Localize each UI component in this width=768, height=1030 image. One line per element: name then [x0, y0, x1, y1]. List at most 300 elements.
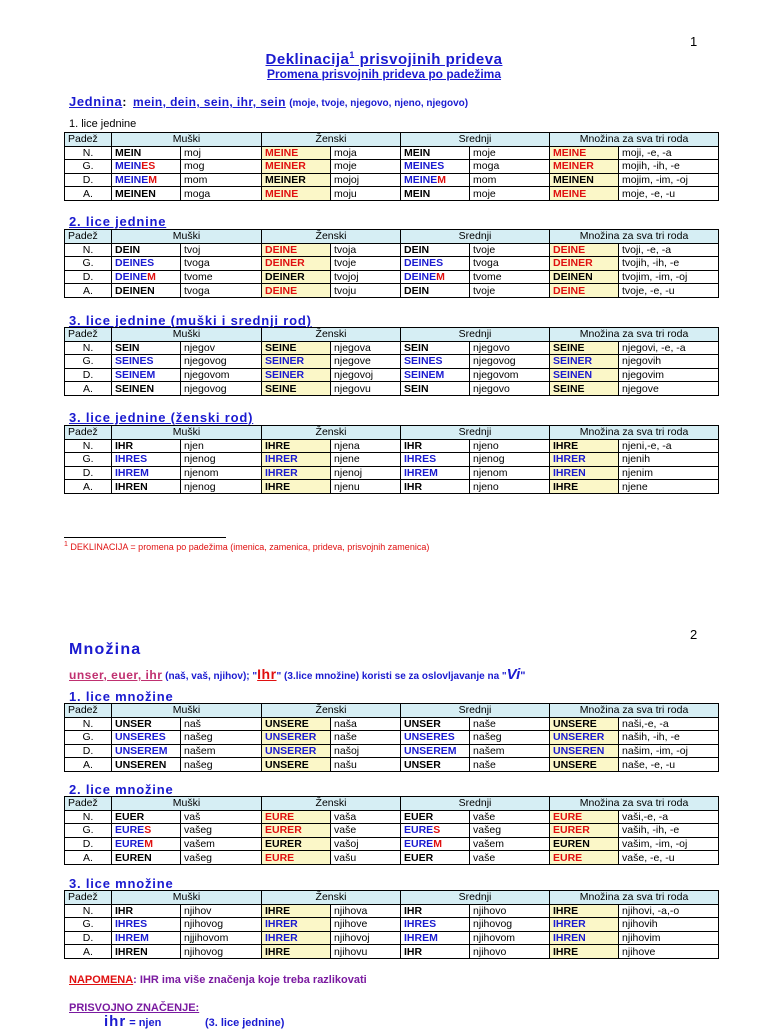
german-form-cell [550, 824, 619, 838]
german-form-segment: M [436, 271, 445, 284]
translation-cell: vašu [331, 851, 401, 865]
german-form-cell [401, 173, 470, 187]
column-header: Srednji [401, 891, 550, 905]
translation-cell: tvome [181, 270, 262, 284]
german-form-segment: IHREN [115, 480, 148, 493]
translation-cell: mog [181, 160, 262, 174]
german-form-cell [262, 824, 331, 838]
translation-cell: vaše [331, 824, 401, 838]
german-form-segment: IHR [115, 904, 134, 917]
table-header-row [65, 704, 719, 718]
translation-cell: njenom [181, 466, 262, 480]
german-form-segment: EURE [115, 824, 145, 837]
translation-cell: njene [619, 480, 719, 494]
german-form-cell [112, 368, 181, 382]
german-form-segment: MEINE [553, 187, 587, 200]
german-form-cell [262, 904, 331, 918]
table-row [65, 243, 719, 257]
column-header: Ženski [262, 891, 401, 905]
german-form-segment: M [144, 838, 153, 851]
case-cell: A. [65, 187, 112, 201]
german-form-cell [401, 480, 470, 494]
translation-cell: moji, -e, -a [619, 146, 719, 160]
translation-cell: moju [331, 187, 401, 201]
translation-cell: njegovom [470, 368, 550, 382]
translation-cell: moje [470, 146, 550, 160]
translation-cell: moje, -e, -u [619, 187, 719, 201]
german-form-cell [262, 837, 331, 851]
german-form-segment: UNSERER [265, 745, 317, 758]
german-form-segment: MEINE [265, 187, 299, 200]
german-form-segment: IHREM [404, 932, 438, 945]
translation-cell: tvome [470, 270, 550, 284]
german-form-cell [112, 284, 181, 298]
german-form-segment: EURE [115, 838, 145, 851]
german-form-cell [550, 466, 619, 480]
german-form-cell [112, 341, 181, 355]
german-form-segment: DEINE [115, 271, 148, 284]
table-row [65, 146, 719, 160]
german-form-cell [401, 918, 470, 932]
translation-cell: njjihovom [181, 931, 262, 945]
translation-cell: njihov [181, 904, 262, 918]
german-form-segment: IHRE [265, 439, 291, 452]
case-cell: D. [65, 744, 112, 758]
german-form-segment: M [437, 174, 447, 187]
translation-cell: našu [331, 758, 401, 772]
german-form-segment: DEINE [553, 284, 586, 297]
german-form-cell [262, 758, 331, 772]
translation-cell: njihove [331, 918, 401, 932]
case-cell: A. [65, 382, 112, 396]
translation-cell: njegovoj [331, 368, 401, 382]
german-form-segment: MEINEN [115, 187, 156, 200]
german-form-cell [262, 284, 331, 298]
translation-cell: naše [331, 731, 401, 745]
translation-cell: njihova [331, 904, 401, 918]
german-form-segment: DEINER [265, 257, 305, 270]
german-form-cell [112, 717, 181, 731]
german-form-cell [401, 243, 470, 257]
german-form-cell [401, 284, 470, 298]
german-form-segment: IHRE [265, 480, 291, 493]
translation-cell: njenim [619, 466, 719, 480]
translation-cell: njen [181, 439, 262, 453]
german-form-segment: SEIN [115, 341, 140, 354]
prisvojno-ihr-line: ihr = njen (3. lice jednine) [104, 1013, 285, 1030]
german-form-cell [262, 270, 331, 284]
german-form-segment: DEIN [115, 243, 141, 256]
column-header-padez: Padež [65, 797, 112, 811]
translation-cell: tvojoj [331, 270, 401, 284]
column-header: Muški [112, 797, 262, 811]
declension-table [64, 796, 719, 865]
german-form-cell [262, 480, 331, 494]
german-form-segment: EURE [404, 824, 434, 837]
table-row [65, 480, 719, 494]
translation-cell: njihove [619, 945, 719, 959]
german-form-segment: EURER [553, 824, 590, 837]
german-form-cell [401, 744, 470, 758]
german-form-segment: IHREM [404, 467, 438, 480]
german-form-segment: EUREN [115, 851, 152, 864]
column-header: Srednji [401, 704, 550, 718]
translation-cell: njegovu [331, 382, 401, 396]
german-form-cell [112, 270, 181, 284]
german-form-segment: IHR [404, 480, 423, 493]
german-form-segment: IHREM [115, 467, 149, 480]
translation-cell: njenog [470, 453, 550, 467]
german-form-segment: MEINE [265, 146, 299, 159]
column-header-padez: Padež [65, 704, 112, 718]
german-form-segment: IHREN [115, 945, 148, 958]
table-row [65, 160, 719, 174]
translation-cell: njihovu [331, 945, 401, 959]
german-form-segment: EURE [265, 810, 295, 823]
column-header-padez: Padež [65, 328, 112, 342]
german-form-cell [112, 851, 181, 865]
table-row [65, 744, 719, 758]
german-form-cell [112, 918, 181, 932]
translation-cell: njene [331, 453, 401, 467]
napomena-note: NAPOMENA: IHR ima više značenja koje treba razlikovati [69, 974, 367, 986]
german-form-cell [112, 824, 181, 838]
german-form-segment: SEINEM [115, 369, 156, 382]
german-form-segment: UNSER [404, 758, 441, 771]
german-form-cell [550, 270, 619, 284]
german-form-segment: UNSEREM [404, 745, 457, 758]
german-form-segment: IHRES [404, 918, 437, 931]
german-form-cell [401, 382, 470, 396]
declension-table [64, 132, 719, 201]
translation-cell: tvoje [470, 284, 550, 298]
translation-cell: vašeg [470, 824, 550, 838]
german-form-segment: M [147, 271, 156, 284]
german-form-cell [262, 851, 331, 865]
table-row [65, 810, 719, 824]
german-form-segment: DEINEN [115, 284, 155, 297]
german-form-cell [262, 931, 331, 945]
german-form-cell [262, 945, 331, 959]
german-form-cell [262, 453, 331, 467]
section-heading-2-lice-mnozine: 2. lice množine [69, 782, 174, 797]
german-form-cell [112, 837, 181, 851]
german-form-cell [550, 758, 619, 772]
translation-cell: vaš [181, 810, 262, 824]
german-form-segment: DEIN [404, 243, 430, 256]
case-cell: D. [65, 368, 112, 382]
column-header: Ženski [262, 797, 401, 811]
german-form-cell [262, 439, 331, 453]
translation-cell: našoj [331, 744, 401, 758]
translation-cell: naše, -e, -u [619, 758, 719, 772]
german-form-cell [262, 173, 331, 187]
table-row [65, 717, 719, 731]
table-row [65, 270, 719, 284]
translation-cell: moj [181, 146, 262, 160]
table-row [65, 824, 719, 838]
german-form-cell [112, 243, 181, 257]
case-cell: G. [65, 918, 112, 932]
german-form-cell [550, 904, 619, 918]
german-form-segment: IHRE [553, 439, 579, 452]
german-form-segment: DEINES [404, 257, 444, 270]
german-form-cell [112, 480, 181, 494]
german-form-segment: UNSEREN [115, 758, 167, 771]
german-form-cell [112, 466, 181, 480]
mnozina-intro: unser, euer, ihr (naš, vaš, njihov); "Ihr" (3.lice množine) koristi se za oslovljavanje na "Vi" [69, 666, 526, 683]
german-form-segment: UNSERE [553, 758, 597, 771]
german-form-cell [262, 368, 331, 382]
table-row [65, 904, 719, 918]
german-form-segment: IHRER [265, 932, 298, 945]
german-form-segment: SEINEN [553, 369, 593, 382]
case-cell: G. [65, 453, 112, 467]
translation-cell: njenoj [331, 466, 401, 480]
translation-cell: tvojim, -im, -oj [619, 270, 719, 284]
translation-cell: njenog [181, 453, 262, 467]
german-form-cell [112, 758, 181, 772]
german-form-segment: SEINE [553, 382, 585, 395]
document-subtitle: Promena prisvojnih prideva po padežima [266, 67, 502, 81]
german-form-segment: IHRE [553, 904, 579, 917]
translation-cell: njenih [619, 453, 719, 467]
german-form-cell [112, 355, 181, 369]
translation-cell: tvoje [331, 257, 401, 271]
german-form-cell [401, 904, 470, 918]
german-form-cell [112, 904, 181, 918]
german-form-cell [112, 453, 181, 467]
translation-cell: vaših, -ih, -e [619, 824, 719, 838]
table-header-row [65, 133, 719, 147]
german-form-segment: EUER [115, 810, 145, 823]
case-cell: D. [65, 173, 112, 187]
german-form-cell [401, 851, 470, 865]
german-form-segment: IHRER [265, 918, 298, 931]
german-form-cell [112, 382, 181, 396]
case-cell: A. [65, 851, 112, 865]
case-cell: N. [65, 243, 112, 257]
german-form-cell [401, 945, 470, 959]
german-form-segment: MEINE [115, 174, 149, 187]
translation-cell: njegovi, -e, -a [619, 341, 719, 355]
german-form-segment: MEINER [265, 160, 306, 173]
german-form-segment: SEINE [265, 382, 297, 395]
column-header: Množina za sva tri roda [550, 797, 719, 811]
german-form-segment: UNSEREN [553, 745, 605, 758]
german-form-cell [112, 160, 181, 174]
german-form-segment: EURE [553, 810, 583, 823]
german-form-cell [112, 146, 181, 160]
german-form-cell [112, 810, 181, 824]
case-cell: N. [65, 341, 112, 355]
translation-cell: njihovim [619, 931, 719, 945]
german-form-segment: SEINES [115, 355, 154, 368]
case-cell: N. [65, 146, 112, 160]
german-form-segment: IHRER [553, 453, 586, 466]
translation-cell: mom [181, 173, 262, 187]
german-form-cell [262, 918, 331, 932]
translation-cell: naš [181, 717, 262, 731]
table-row [65, 466, 719, 480]
german-form-segment: UNSERE [553, 717, 597, 730]
document-title: Deklinacija$^1$ prisvojinih prideva [265, 50, 503, 68]
translation-cell: naših, -ih, -e [619, 731, 719, 745]
translation-cell: tvoga [181, 257, 262, 271]
german-form-cell [401, 731, 470, 745]
german-form-segment: IHREN [553, 467, 586, 480]
column-header: Množina za sva tri roda [550, 230, 719, 244]
column-header: Muški [112, 328, 262, 342]
column-header: Muški [112, 891, 262, 905]
german-form-segment: MEINER [553, 160, 594, 173]
column-header: Ženski [262, 328, 401, 342]
table-row [65, 918, 719, 932]
german-form-cell [262, 160, 331, 174]
translation-cell: tvoga [470, 257, 550, 271]
german-form-segment: IHRES [404, 453, 437, 466]
german-form-segment: SEINEN [115, 382, 155, 395]
table-header-row [65, 426, 719, 440]
table-row [65, 257, 719, 271]
translation-cell: njegovog [470, 355, 550, 369]
german-form-segment: SEIN [404, 341, 429, 354]
translation-cell: moga [470, 160, 550, 174]
german-form-segment: MEINE [404, 174, 438, 187]
german-form-segment: MEINE [553, 146, 587, 159]
column-header-padez: Padež [65, 133, 112, 147]
translation-cell: naša [331, 717, 401, 731]
german-form-cell [401, 146, 470, 160]
german-form-cell [112, 257, 181, 271]
translation-cell: njena [331, 439, 401, 453]
german-form-cell [262, 466, 331, 480]
translation-cell: njihovo [470, 904, 550, 918]
translation-cell: naše [470, 758, 550, 772]
german-form-segment: MEINEN [553, 174, 594, 187]
translation-cell: njegovo [470, 382, 550, 396]
german-form-segment: DEINE [265, 243, 298, 256]
translation-cell: vaše, -e, -u [619, 851, 719, 865]
german-form-segment: SEINE [553, 341, 585, 354]
german-form-cell [401, 439, 470, 453]
german-form-segment: S [433, 824, 441, 837]
german-form-cell [550, 744, 619, 758]
translation-cell: njegove [331, 355, 401, 369]
german-form-cell [262, 731, 331, 745]
translation-cell: moga [181, 187, 262, 201]
german-form-cell [550, 918, 619, 932]
column-header: Ženski [262, 133, 401, 147]
column-header: Množina za sva tri roda [550, 891, 719, 905]
german-form-cell [550, 187, 619, 201]
german-form-cell [401, 717, 470, 731]
german-form-cell [112, 744, 181, 758]
page-number: 1 [690, 34, 698, 49]
section-heading-2-lice-jednine: 2. lice jednine [69, 214, 167, 229]
case-cell: G. [65, 355, 112, 369]
translation-cell: moja [331, 146, 401, 160]
translation-cell: mom [470, 173, 550, 187]
german-form-segment: DEINER [265, 271, 305, 284]
translation-cell: našeg [181, 731, 262, 745]
german-form-cell [262, 257, 331, 271]
translation-cell: vaša [331, 810, 401, 824]
case-cell: G. [65, 160, 112, 174]
german-form-segment: IHRES [115, 453, 148, 466]
german-form-cell [550, 284, 619, 298]
german-form-cell [550, 368, 619, 382]
translation-cell: vašeg [181, 851, 262, 865]
prisvojno-label: PRISVOJNO ZNAČENJE: [69, 1002, 200, 1014]
german-form-segment: SEIN [404, 382, 429, 395]
column-header: Ženski [262, 230, 401, 244]
german-form-cell [401, 270, 470, 284]
translation-cell: tvoj [181, 243, 262, 257]
table-header-row [65, 797, 719, 811]
section-heading-3-lice-mnozine: 3. lice množine [69, 876, 174, 891]
german-form-cell [401, 341, 470, 355]
german-form-segment: UNSERE [265, 717, 309, 730]
german-form-segment: DEINEN [553, 271, 593, 284]
german-form-cell [550, 453, 619, 467]
german-form-segment: DEINE [404, 271, 437, 284]
german-form-segment: S [144, 824, 152, 837]
translation-cell: njegov [181, 341, 262, 355]
translation-cell: njihovi, -a,-o [619, 904, 719, 918]
case-cell: D. [65, 931, 112, 945]
german-form-cell [550, 945, 619, 959]
german-form-cell [550, 837, 619, 851]
german-form-segment: UNSEREM [115, 745, 168, 758]
translation-cell: vaše [470, 851, 550, 865]
translation-cell: njihovoj [331, 931, 401, 945]
table-row [65, 355, 719, 369]
german-form-cell [112, 931, 181, 945]
declension-table [64, 425, 719, 494]
case-cell: N. [65, 439, 112, 453]
translation-cell: naši,-e, -a [619, 717, 719, 731]
german-form-segment: DEIN [404, 284, 430, 297]
german-form-cell [550, 146, 619, 160]
translation-cell: tvoje [470, 243, 550, 257]
declension-table [64, 703, 719, 772]
column-header: Muški [112, 704, 262, 718]
german-form-segment: IHRE [553, 945, 579, 958]
german-form-cell [401, 257, 470, 271]
section-heading-3-lice-jednine-zenski: 3. lice jednine (ženski rod) [69, 410, 254, 425]
table-row [65, 851, 719, 865]
german-form-cell [401, 810, 470, 824]
german-form-cell [550, 160, 619, 174]
german-form-segment: IHRE [265, 945, 291, 958]
translation-cell: tvoji, -e, -a [619, 243, 719, 257]
german-form-segment: SEINER [265, 369, 305, 382]
german-form-segment: SEINER [553, 355, 593, 368]
german-form-segment: MEIN [404, 146, 431, 159]
german-form-segment: EURER [265, 824, 302, 837]
translation-cell: njihovog [470, 918, 550, 932]
german-form-segment: EUREN [553, 838, 590, 851]
german-form-cell [550, 382, 619, 396]
german-form-cell [262, 243, 331, 257]
german-form-segment: UNSER [404, 717, 441, 730]
translation-cell: vašem [470, 837, 550, 851]
german-form-cell [401, 368, 470, 382]
german-form-segment: EURER [265, 838, 302, 851]
table-header-row [65, 230, 719, 244]
german-form-cell [262, 744, 331, 758]
